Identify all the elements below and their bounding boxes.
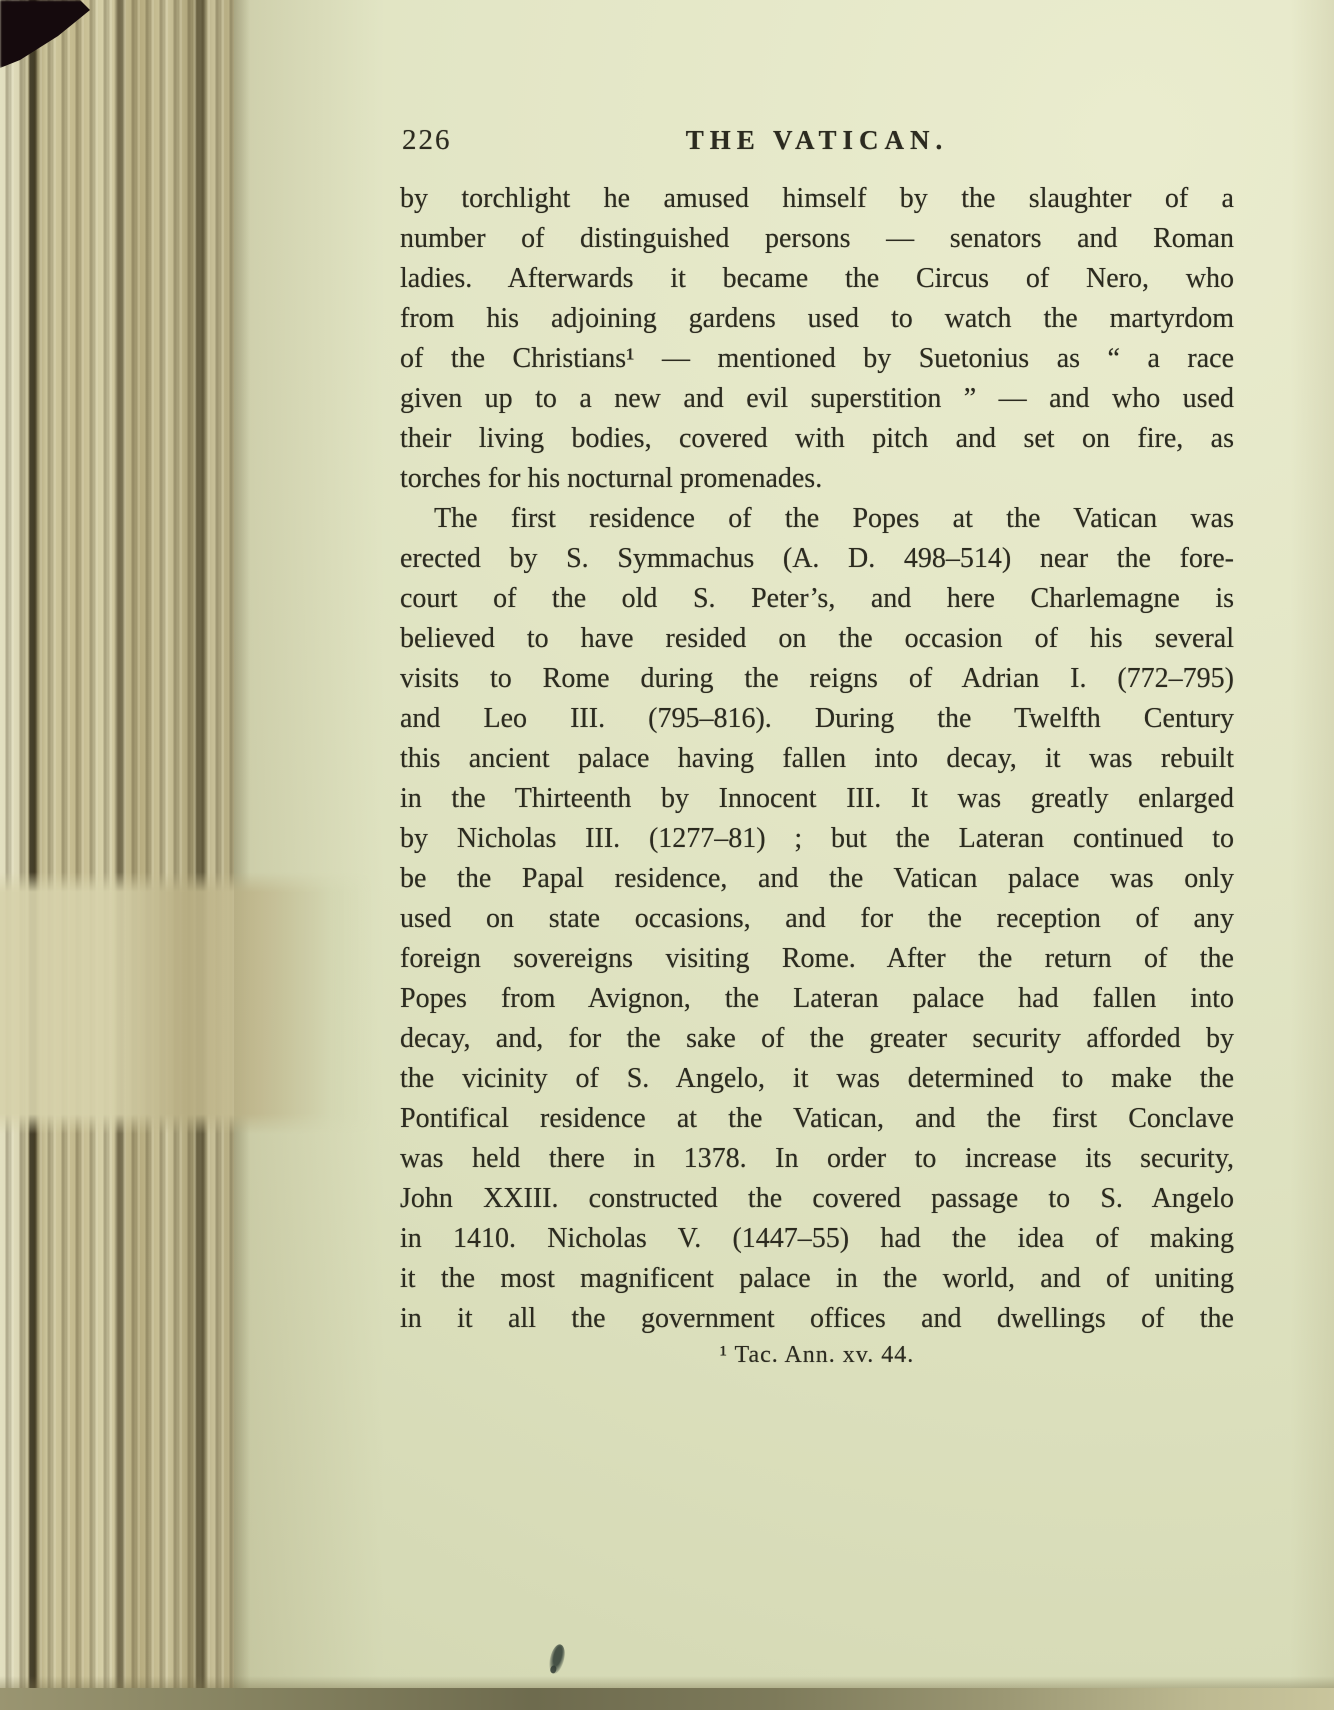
running-title: THE VATICAN.	[685, 125, 949, 155]
text-line: believed to have resided on the occasion of his several	[400, 623, 1234, 654]
footnote: ¹ Tac. Ann. xv. 44.	[719, 1342, 915, 1368]
text-line: ladies. Afterwards it became the Circus of Nero, who	[400, 263, 1234, 294]
text-line: number of distinguished persons — senators and Roman	[400, 223, 1234, 254]
text-line: erected by S. Symmachus (A. D. 498–514) near the fore-	[400, 543, 1234, 574]
page-bottom-edge	[0, 1688, 1334, 1710]
text-line: decay, and, for the sake of the greater security afforded by	[400, 1023, 1234, 1054]
text-line: in it all the government offices and dwellings of the	[400, 1303, 1234, 1334]
binding-shade	[234, 0, 384, 1710]
text-line: court of the old S. Peter’s, and here Charlemagne is	[400, 583, 1234, 614]
text-line: by Nicholas III. (1277–81) ; but the Lateran continued to	[400, 823, 1234, 854]
text-line: torches for his nocturnal promenades.	[400, 463, 823, 494]
text-line: in the Thirteenth by Innocent III. It was greatly enlarged	[400, 783, 1234, 814]
paragraph	[400, 179, 1234, 499]
text-line: used on state occasions, and for the reception of any	[400, 903, 1234, 934]
text-line: by torchlight he amused himself by the slaughter of a	[400, 183, 1234, 214]
text-line: Popes from Avignon, the Lateran palace had fallen into	[400, 983, 1234, 1014]
text-line: be the Papal residence, and the Vatican palace was only	[400, 863, 1234, 894]
text-line: The first residence of the Popes at the Vatican was	[434, 503, 1234, 534]
text-line: in 1410. Nicholas V. (1447–55) had the idea of making	[400, 1223, 1234, 1254]
paragraph	[400, 499, 1234, 1339]
page-header	[400, 120, 1234, 160]
text-line: from his adjoining gardens used to watch the martyrdom	[400, 303, 1234, 334]
ink-smudge	[547, 1643, 568, 1675]
right-edge-shade	[1290, 0, 1334, 1710]
text-line: John XXIII. constructed the covered passage to S. Angelo	[400, 1183, 1234, 1214]
printed-text-block	[400, 120, 1234, 1369]
text-line: of the Christians¹ — mentioned by Suetonius as “ a race	[400, 343, 1234, 374]
text-line: their living bodies, covered with pitch and set on fire, as	[400, 423, 1234, 454]
body-text	[400, 179, 1234, 1339]
text-line: it the most magnificent palace in the world, and of uniting	[400, 1263, 1234, 1294]
text-line: Pontifical residence at the Vatican, and the first Conclave	[400, 1103, 1234, 1134]
stacked-page-edges	[0, 0, 234, 1710]
text-line: was held there in 1378. In order to increase its security,	[400, 1143, 1234, 1174]
text-line: the vicinity of S. Angelo, it was determined to make the	[400, 1063, 1234, 1094]
text-line: foreign sovereigns visiting Rome. After the return of the	[400, 943, 1234, 974]
text-line: given up to a new and evil superstition ” — and who used	[400, 383, 1234, 414]
text-line: visits to Rome during the reigns of Adrian I. (772–795)	[400, 663, 1234, 694]
page-number: 226	[402, 124, 452, 156]
text-line: and Leo III. (795–816). During the Twelfth Century	[400, 703, 1234, 734]
text-line: this ancient palace having fallen into decay, it was rebuilt	[400, 743, 1234, 774]
